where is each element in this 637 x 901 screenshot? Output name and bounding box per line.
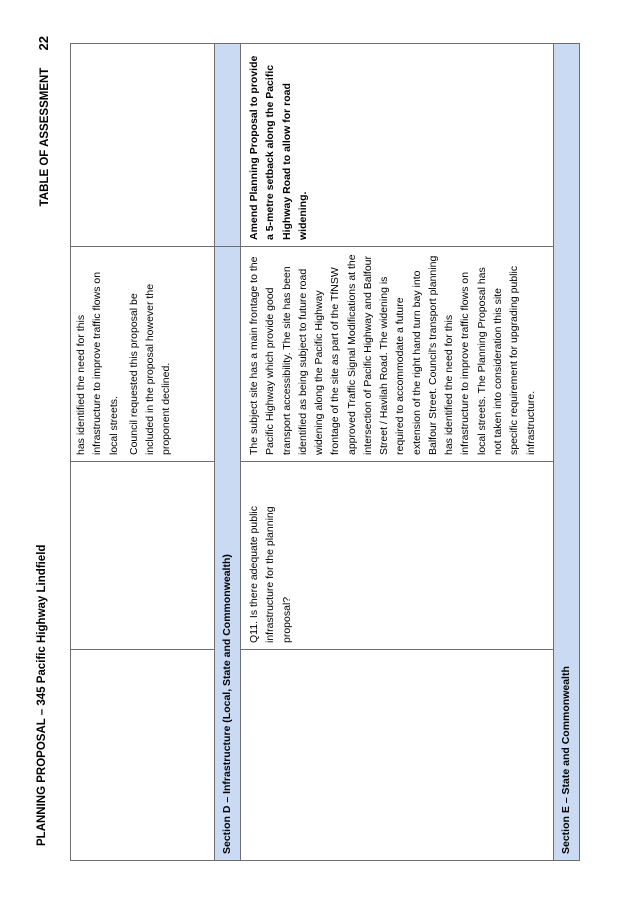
section-heading: Section D – Infrastructure (Local, State and Commonwealth) <box>215 247 241 861</box>
section-heading: Section E – State and Commonwealth <box>554 44 580 861</box>
question-cell: Q11. Is there adequate public infrastructure for the planning proposal? <box>241 462 554 650</box>
header-right <box>36 36 51 206</box>
assessment-table <box>70 43 580 861</box>
document-title: PLANNING PROPOSAL – 345 Pacific Highway Lindfield <box>36 544 48 846</box>
page-number: 22 <box>36 36 51 51</box>
empty-cell <box>241 650 554 861</box>
section-label: TABLE OF ASSESSMENT <box>39 67 51 207</box>
assessment-text: has identified the need for this infrastructure to improve traffic flows on local streets. <box>75 271 120 455</box>
assessment-text: Council requested this proposal be included in the proposal however the proponent declined. <box>127 283 173 455</box>
assessment-cell <box>71 247 215 462</box>
table-row <box>71 44 215 861</box>
recommendation-cell: Amend Planning Proposal to provide a 5-metre setback along the Pacific Highway Road to allow for road widening. <box>241 44 554 247</box>
table-row <box>241 44 554 861</box>
empty-cell <box>71 650 215 861</box>
section-row <box>215 44 241 861</box>
section-heading-empty <box>215 44 241 247</box>
empty-cell <box>71 44 215 247</box>
assessment-cell: The subject site has a main frontage to the Pacific Highway which provide good transport accessibility. The site has been identified as being subject to future road widening along the Pacific Highway frontage of the site as part of the TfNSW approved Traffic Signal Modifications at the intersection of Pacific Highway and Balfour Street / Havilah Road. The widening is required to accommodate a future extension of the right hand turn bay into Balfour Street. Council's transport planning has identified the need for this infrastructure to improve traffic flows on local streets. The Planning Proposal has not taken into consideration this site specific requirement for upgrading public infrastructure. <box>241 247 554 462</box>
section-row <box>554 44 580 861</box>
empty-cell <box>71 462 215 650</box>
